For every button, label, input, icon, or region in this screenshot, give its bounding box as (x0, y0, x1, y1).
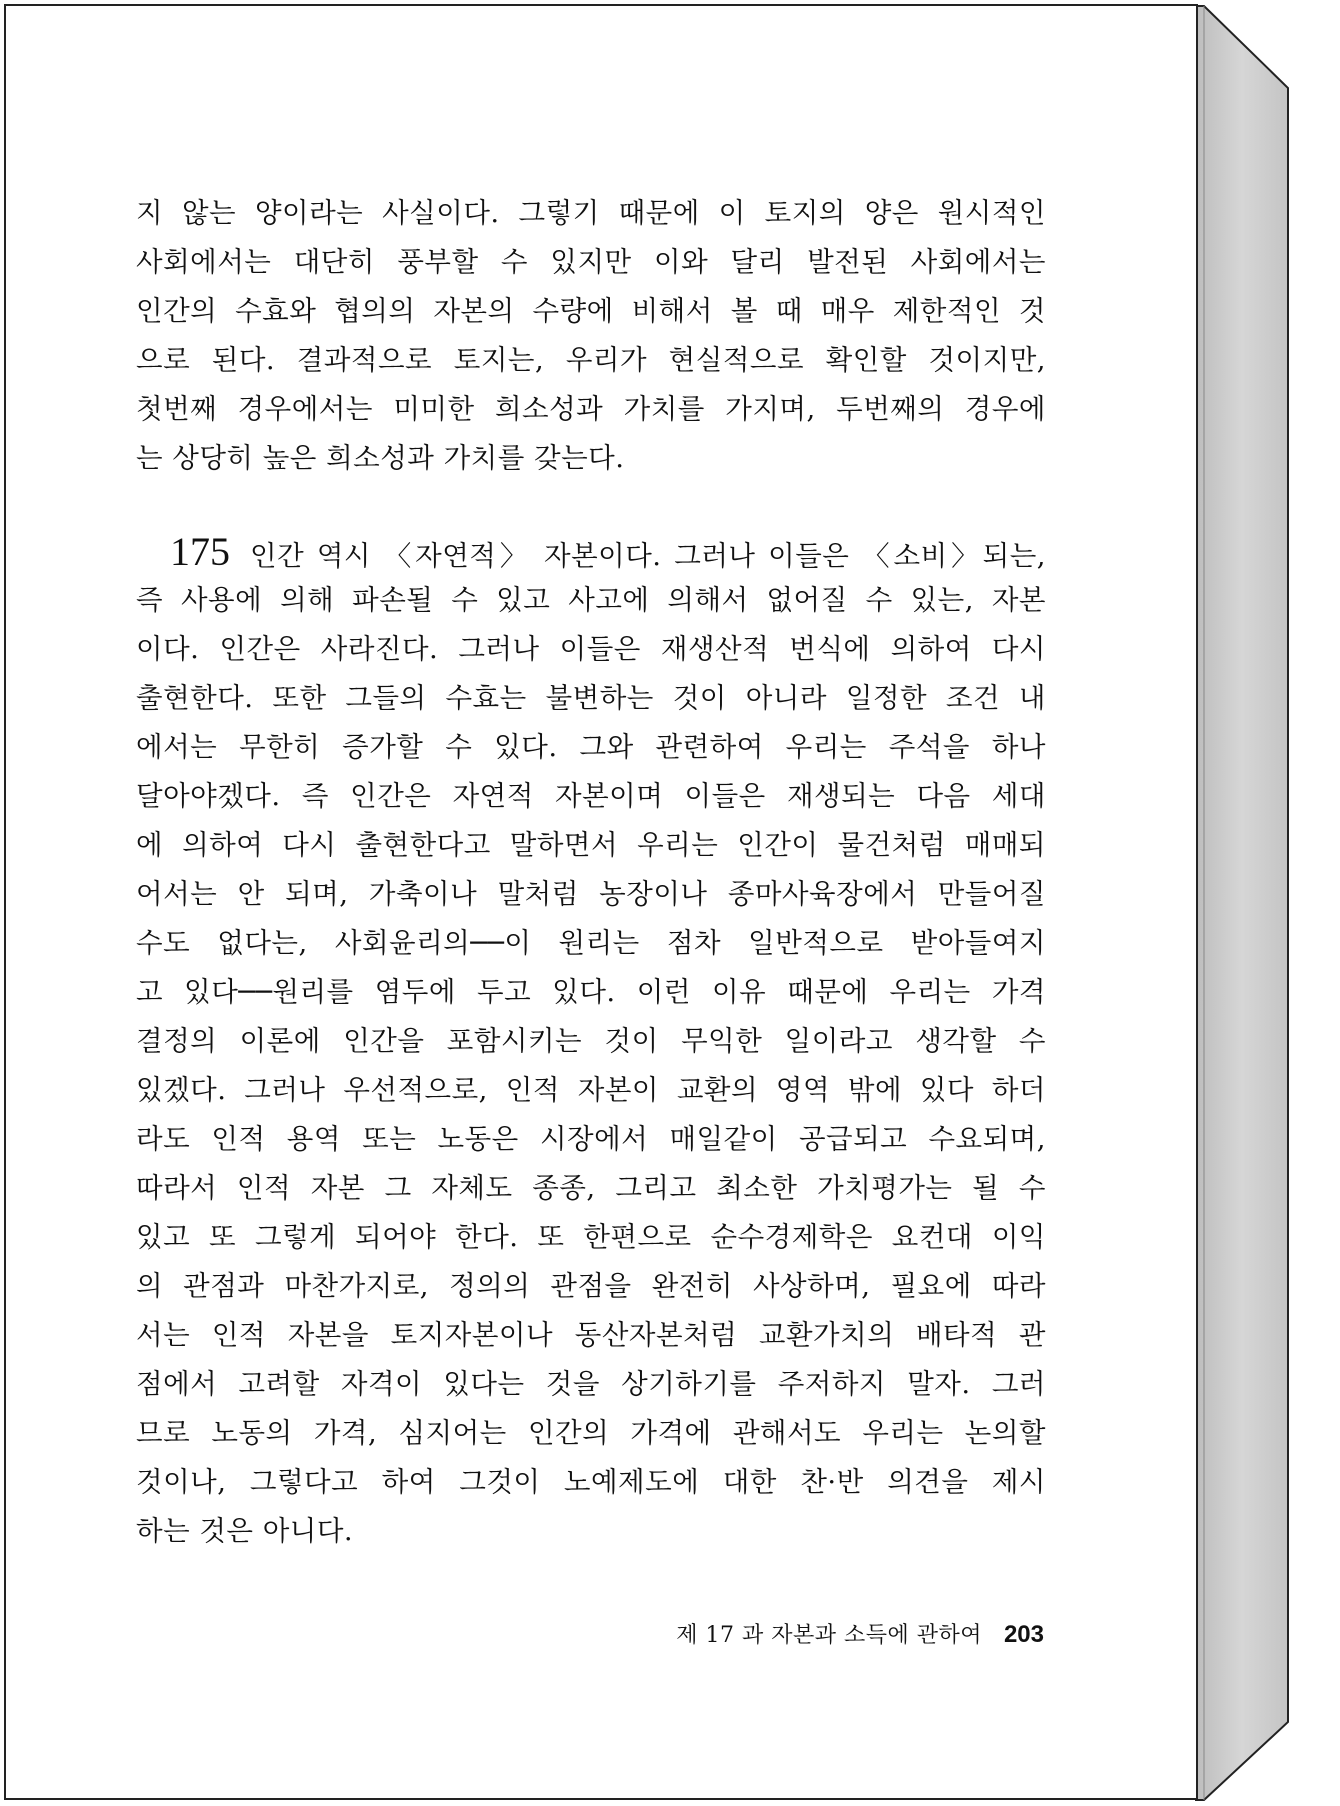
text-line: 사회에서는 대단히 풍부할 수 있지만 이와 달리 발전된 사회에서는 (136, 246, 1046, 278)
text-line: 고 있다──원리를 염두에 두고 있다. 이런 이유 때문에 우리는 가격 (136, 976, 1046, 1008)
paragraph-1 (136, 189, 1046, 483)
text-line: 있겠다. 그러나 우선적으로, 인적 자본이 교환의 영역 밖에 있다 하더 (136, 1074, 1046, 1106)
text-line: 출현한다. 또한 그들의 수효는 불변하는 것이 아니라 일정한 조건 내 (136, 682, 1046, 714)
text-line: 지 않는 양이라는 사실이다. 그렇기 때문에 이 토지의 양은 원시적인 (136, 197, 1046, 229)
text-line: 에서는 무한히 증가할 수 있다. 그와 관련하여 우리는 주석을 하나 (136, 731, 1046, 763)
paragraph-first-line (136, 527, 1046, 576)
text-line: 결정의 이론에 인간을 포함시키는 것이 무익한 일이라고 생각할 수 (136, 1025, 1046, 1057)
text-line: 점에서 고려할 자격이 있다는 것을 상기하기를 주저하지 말자. 그러 (136, 1368, 1046, 1400)
text-line: 첫번째 경우에서는 미미한 희소성과 가치를 가지며, 두번째의 경우에 (136, 393, 1046, 425)
text-line: 따라서 인적 자본 그 자체도 종종, 그리고 최소한 가치평가는 될 수 (136, 1172, 1046, 1204)
text-line: 서는 인적 자본을 토지자본이나 동산자본처럼 교환가치의 배타적 관 (136, 1319, 1046, 1351)
text-line: 즉 사용에 의해 파손될 수 있고 사고에 의해서 없어질 수 있는, 자본 (136, 584, 1046, 616)
page-footer (530, 1618, 1044, 1649)
text-line: 인간 역시 〈자연적〉 자본이다. 그러나 이들은 〈소비〉되는, (250, 540, 1046, 572)
text-line: 의 관점과 마찬가지로, 정의의 관점을 완전히 사상하며, 필요에 따라 (136, 1270, 1046, 1302)
text-line: 이다. 인간은 사라진다. 그러나 이들은 재생산적 번식에 의하여 다시 (136, 633, 1046, 665)
text-line: 라도 인적 용역 또는 노동은 시장에서 매일같이 공급되고 수요되며, (136, 1123, 1046, 1155)
text-line: 는 상당히 높은 희소성과 가치를 갖는다. (136, 442, 625, 474)
text-line: 있고 또 그렇게 되어야 한다. 또 한편으로 순수경제학은 요컨대 이익 (136, 1221, 1046, 1253)
text-line: 인간의 수효와 협의의 자본의 수량에 비해서 볼 때 매우 제한적인 것 (136, 295, 1046, 327)
text-line: 에 의하여 다시 출현한다고 말하면서 우리는 인간이 물건처럼 매매되 (136, 829, 1046, 861)
text-line: 어서는 안 되며, 가축이나 말처럼 농장이나 종마사육장에서 만들어질 (136, 878, 1046, 910)
text-line: 므로 노동의 가격, 심지어는 인간의 가격에 관해서도 우리는 논의할 (136, 1417, 1046, 1449)
text-line: 것이나, 그렇다고 하여 그것이 노예제도에 대한 찬·반 의견을 제시 (136, 1466, 1046, 1498)
paragraph-175 (136, 527, 1046, 1556)
page-number: 203 (1003, 1621, 1044, 1648)
running-footer-chapter: 제 17 과 자본과 소득에 관하여 (676, 1623, 982, 1648)
text-line: 수도 없다는, 사회윤리의──이 원리는 점차 일반적으로 받아들여지 (136, 927, 1046, 959)
paragraph-number: 175 (170, 529, 230, 574)
text-line: 으로 된다. 결과적으로 토지는, 우리가 현실적으로 확인할 것이지만, (136, 344, 1046, 376)
text-line: 하는 것은 아니다. (136, 1515, 354, 1547)
text-line: 달아야겠다. 즉 인간은 자연적 자본이며 이들은 재생되는 다음 세대 (136, 780, 1046, 812)
